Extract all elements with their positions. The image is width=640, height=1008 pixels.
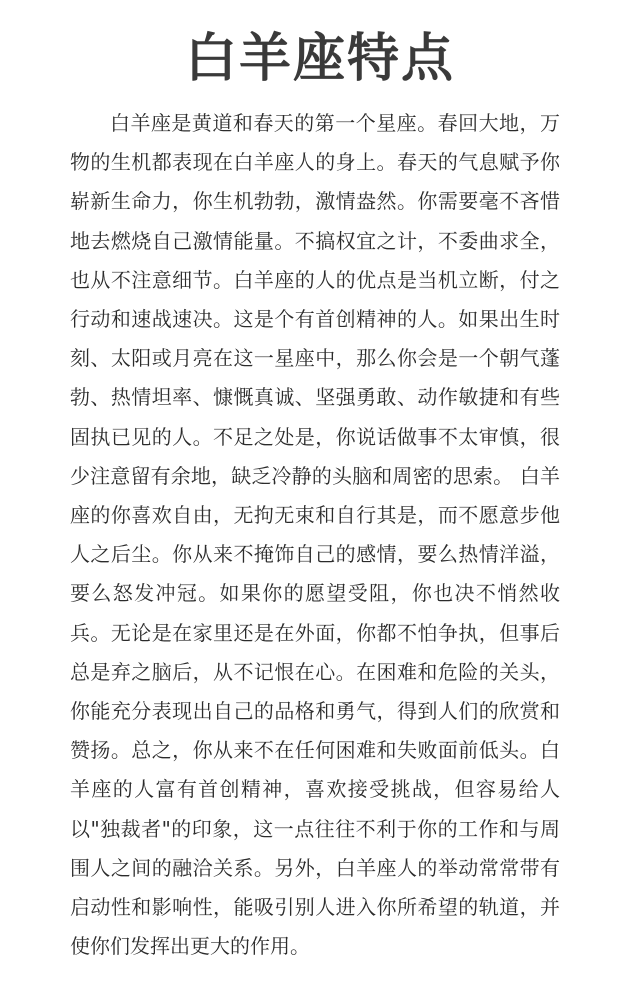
- article-body: 白羊座是黄道和春天的第一个星座。春回大地，万物的生机都表现在白羊座人的身上。春天的气息赋予你崭新生命力，你生机勃勃，激情盎然。你需要毫不吝惜地去燃烧自己激情能量。不搞权宜之计，不委曲求全，也从不注意细节。白羊座的人的优点是当机立断，付之行动和速战速决。这是个有首创精神的人。如果出生时刻、太阳或月亮在这一星座中，那么你会是一个朝气蓬勃、热情坦率、慷慨真诚、坚强勇敢、动作敏捷和有些固执已见的人。不足之处是，你说话做事不太审慎，很少注意留有余地，缺乏冷静的头脑和周密的思索。 白羊座的你喜欢自由，无拘无束和自行其是，而不愿意步他人之后尘。你从来不掩饰自己的感情，要么热情洋溢，要么怒发冲冠。如果你的愿望受阻，你也决不悄然收兵。无论是在家里还是在外面，你都不怕争执，但事后总是弃之脑后，从不记恨在心。在困难和危险的关头，你能充分表现出自己的品格和勇气，得到人们的欣赏和赞扬。总之，你从来不在任何困难和失败面前低头。白羊座的人富有首创精神，喜欢接受挑战，但容易给人以"独裁者"的印象，这一点往往不利于你的工作和与周围人之间的融洽关系。另外，白羊座人的举动常常带有启动性和影响性，能吸引别人进入你所希望的轨道，并使你们发挥出更大的作用。: [70, 111, 560, 959]
- article-title: 白羊座特点: [184, 29, 455, 89]
